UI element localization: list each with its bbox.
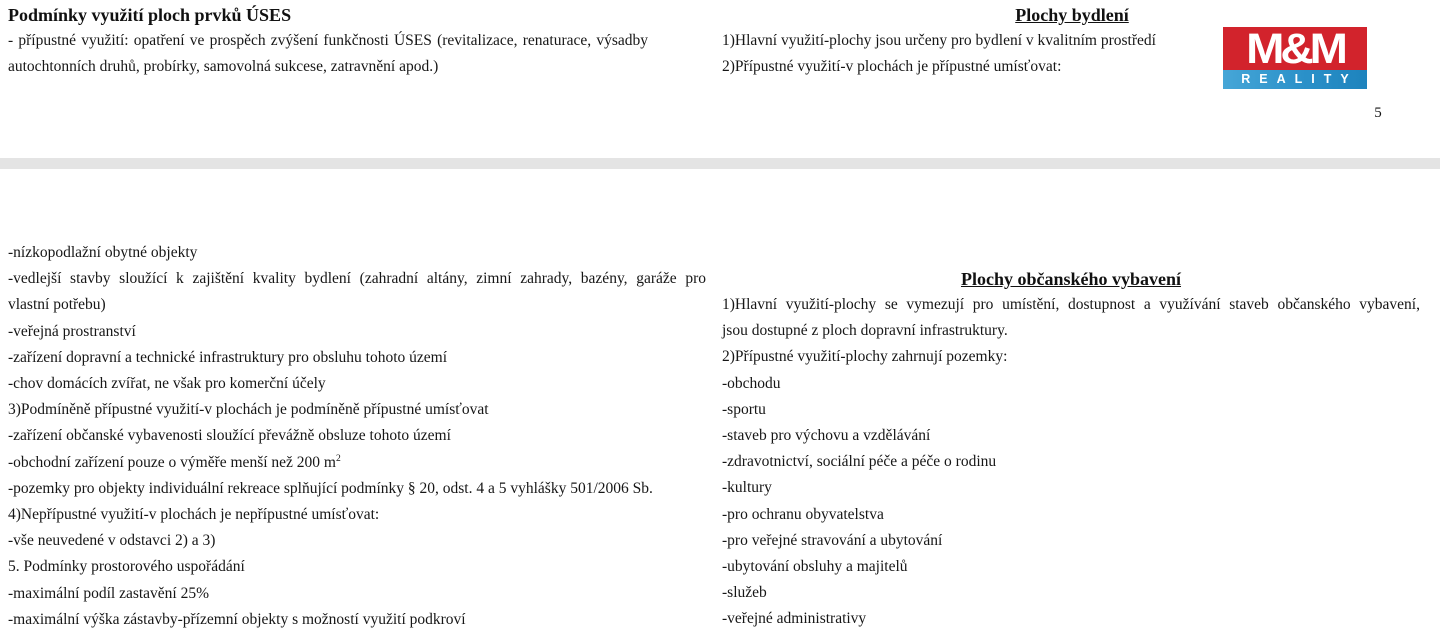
- logo-mm-mark: M&M: [1246, 27, 1344, 70]
- text-line: -obchodní zařízení pouze o výměře menší než 200 $m^2$: [8, 452, 341, 471]
- text-line: -vedlejší stavby sloužící k zajištění kvality bydlení (zahradní altány, zimní zahrady, bazény, garáže pro: [8, 270, 706, 288]
- section-plochy-bydleni: [722, 2, 1166, 80]
- section-uses-conditions: [8, 2, 648, 80]
- mm-reality-logo: [1223, 27, 1367, 89]
- text-line: -pro veřejné stravování a ubytování: [722, 531, 943, 549]
- text-line: -kultury: [722, 479, 772, 497]
- obcanske-vybaveni-heading: Plochy občanského vybavení: [960, 269, 1182, 289]
- text-line: -ubytování obsluhy a majitelů: [722, 558, 908, 576]
- text-line: 3)Podmíněně přípustné využití-v plochách je podmíněně přípustné umísťovat: [8, 401, 489, 419]
- section-bydleni-list: [8, 240, 706, 633]
- text-line: -veřejná prostranství: [8, 322, 136, 340]
- text-line: -staveb pro výchovu a vzdělávání: [722, 427, 931, 445]
- uses-paragraph: [8, 28, 648, 80]
- text-line: -pro ochranu obyvatelstva: [722, 505, 884, 523]
- text-line: 5. Podmínky prostorového uspořádání: [8, 558, 245, 576]
- text-line: -zdravotnictví, sociální péče a péče o rodinu: [722, 453, 997, 471]
- text-line: -sportu: [722, 400, 766, 418]
- uses-heading: Podmínky využití ploch prvků ÚSES: [8, 5, 292, 25]
- plochy-bydleni-intro: [722, 28, 1166, 80]
- text-line: 1)Hlavní využití-plochy jsou určeny pro bydlení v kvalitním prostředí: [722, 32, 1156, 49]
- logo-mark-box: [1223, 27, 1367, 70]
- text-line: -veřejné administrativy: [722, 610, 867, 628]
- text-line: -chov domácích zvířat, ne však pro komerční účely: [8, 375, 326, 393]
- superscript: 2: [335, 452, 341, 464]
- page-number: 5: [1374, 105, 1382, 121]
- text-line: -maximální podíl zastavění 25%: [8, 584, 210, 602]
- text-line: vlastní potřebu): [8, 296, 106, 314]
- text-line: -pozemky pro objekty individuální rekreace splňující podmínky § 20, odst. 4 a 5 vyhlášky 501/2006 Sb.: [8, 479, 653, 497]
- text-line: autochtonních druhů, probírky, samovolná sukcese, zatravnění apod.): [8, 58, 439, 76]
- text-line: 2)Přípustné využití-plochy zahrnují pozemky:: [722, 348, 1008, 366]
- text-line: - přípustné využití: opatření ve prospěch zvýšení funkčnosti ÚSES (revitalizace, renaturace, výsadby: [8, 32, 648, 49]
- logo-wordmark-box: [1223, 70, 1367, 89]
- logo-reality-wordmark: REALITY: [1241, 72, 1358, 86]
- text-line: -nízkopodlažní obytné objekty: [8, 244, 198, 261]
- bydleni-list: [8, 240, 706, 633]
- text-line: -maximální výška zástavby-přízemní objekty s možností využití podkroví: [8, 610, 466, 628]
- section-divider-bar: [0, 158, 1440, 169]
- section-obcanske-vybaveni: [722, 266, 1420, 633]
- text-line: jsou dostupné z ploch dopravní infrastruktury.: [722, 322, 1008, 340]
- text-line: -služeb: [722, 584, 767, 602]
- text-line: 4)Nepřípustné využití-v plochách je nepřípustné umísťovat:: [8, 506, 380, 524]
- text-line: -zařízení dopravní a technické infrastruktury pro obsluhu tohoto území: [8, 348, 448, 366]
- text-line: 1)Hlavní využití-plochy se vymezují pro umístění, dostupnost a využívání staveb občanského vybavení,: [722, 296, 1420, 313]
- text-line: -zařízení občanské vybavenosti sloužící převážně obsluze tohoto území: [8, 427, 451, 445]
- text-line: -vše neuvedené v odstavci 2) a 3): [8, 532, 216, 550]
- obcanske-vybaveni-list: [722, 292, 1420, 633]
- plochy-bydleni-heading: Plochy bydlení: [1015, 5, 1129, 25]
- text-line: -obchodu: [722, 374, 781, 392]
- text-line: 2)Přípustné využití-v plochách je přípustné umísťovat:: [722, 58, 1062, 76]
